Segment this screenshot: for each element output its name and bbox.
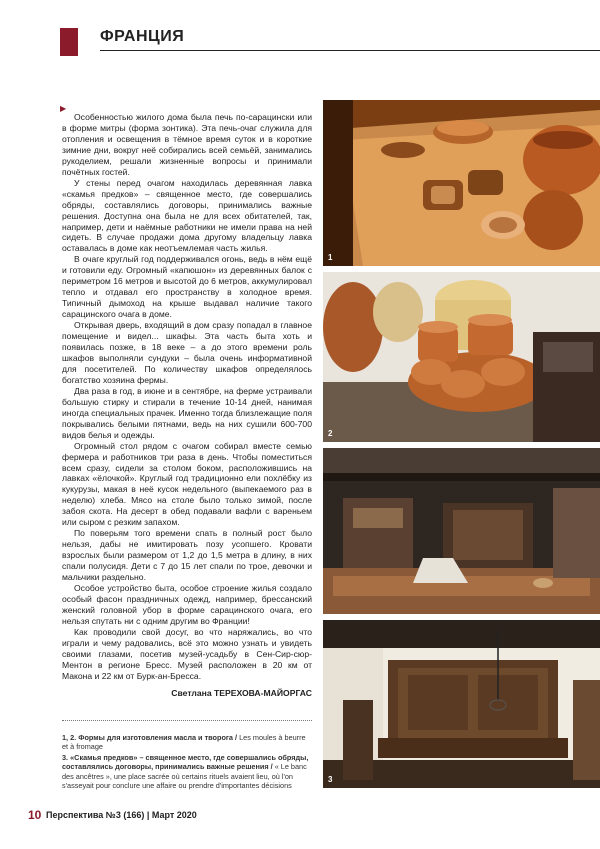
article-paragraph: Особенностью жилого дома была печь по-сарацински или в форме митры (форма зонтика). Эта печь-очаг служила для отопления и освещения в тёмное время суток и в короткие зимние дни, вокруг неё собирались всей семьёй, занимались рукоделием, решали жизненные вопросы и принимали почётных гостей. (62, 112, 312, 177)
photo-captions (62, 733, 312, 791)
article-paragraph: Как проводили свой досуг, во что наряжались, во что играли и чему радовались, всё это можно узнать и увидеть своими глазами, посетив музей-усадьбу в Сен-Сир-сюр-Ментон в регионе Бресс. Музей расположен в 20 км от Макона и 22 км от Бурк-ан-Бресса. (62, 626, 312, 681)
section-color-bar (60, 28, 78, 56)
photo-cheese-strainers-image (323, 272, 600, 442)
photo-number: 3 (328, 775, 333, 784)
photo-cheese-strainers (323, 272, 600, 442)
section-title: ФРАНЦИЯ (100, 28, 185, 45)
photo-number: 2 (328, 429, 333, 438)
photo-saracen-hearth-image (323, 448, 600, 614)
article-paragraph: Открывая дверь, входящий в дом сразу попадал в главное помещение и видел... шкафы. Эта часть быта хоть и появилась позже, в 18 веке – а до этого времени роль шкафов выполняли сундуки – была очень информативной для посетителей. По количеству шкафов определялось богатство хозяина фермы. (62, 320, 312, 385)
header-divider (100, 50, 600, 51)
article-paragraph: Особое устройство быта, особое строение жилья создало особый фасон праздничных одежд, например, брессанский женский головной убор в форме сарацинского очага, его нельзя спутать ни с одним другим во Франции! (62, 582, 312, 626)
article-author: Светлана ТЕРЕХОВА-МАЙОРГАС (171, 687, 312, 698)
article-paragraph: Огромный стол рядом с очагом собирал вместе семью фермера и работников три раза в день. Чтобы поместиться всем сразу, сидели за столом боком, расположившись на лавках «ёлочкой». Круглый год традиционно ели похлёбку из кукурузы, макая в неё кусок недельного (выпекаемого раз в неделю) хлеба. Мясо на столе было только зимой, после забоя скота. На десерт в обед подавали вафли с вареньем или сыром с резким запахом. (62, 440, 312, 528)
article-start-marker-icon: ▶ (60, 104, 67, 113)
caption-3-ru: 3. «Скамья предков» – священное место, где совершались обряды, составлялись договоры, принимались важные решения / (62, 752, 309, 772)
caption-3-fr: « Le banc des ancêtres », une place sacrée où certains rituels avaient lieu, où l'on s'asseyait pour conclure une affaire ou prendre d'importantes décisions (62, 762, 307, 791)
caption-1-2 (62, 733, 312, 752)
article-paragraph: В очаге круглый год поддерживался огонь, ведь в нём ещё и готовили еду. Огромный «капюшон» из деревянных балок с периметром 16 метров и высотой до 6 метров, аккумулировал тепло и отдавал его пространству в холодное время. Типичный дымоход на крыше выдавал наличие такого сарацинского очага в доме. (62, 254, 312, 320)
article-body (62, 112, 312, 699)
caption-1-2-fr: Les moules à beurre et à fromage (62, 733, 306, 752)
caption-1-2-ru: 1, 2. Формы для изготовления масла и творога / (62, 733, 240, 742)
photo-ancestors-bench-image (323, 620, 600, 788)
footer-issue: Перспектива №3 (166) | Март 2020 (46, 810, 197, 820)
caption-divider (62, 720, 312, 721)
page-number: 10 (28, 808, 42, 822)
photo-butter-molds-image (323, 100, 600, 266)
article-paragraph: Два раза в год, в июне и в сентябре, на ферме устраивали большую стирку и стирали в течение 10-14 дней, нанимая иногда специальных прачек. Именно тогда близлежащие поля покрывались белыми пятнами, ведь на них сушили 600-700 видов белья и одежды. (62, 385, 312, 440)
photo-saracen-hearth (323, 448, 600, 614)
article-paragraph: По поверьям того времени спать в полный рост было нельзя, дабы не имитировать позу усопшего. Кровати взрослых были размером от 1,2 до 1,5 метра в длину, в них спали полусидя. Дети с 7 до 15 лет спали по трое, девочки и мальчики раздельно. (62, 528, 312, 583)
photo-butter-molds (323, 100, 600, 266)
article-paragraph: У стены перед очагом находилась деревянная лавка «скамья предков» – священное место, где совершались обряды, составлялись договоры, принимались важные решения. Доступна она была не для всех обитателей, так, например, дети и наёмные работники не имели права на ней сидеть. В случае продажи дома другому владельцу лавка оставалась в доме как неотъемлемая часть жилья. (62, 177, 312, 254)
caption-3 (62, 753, 312, 791)
photo-number: 1 (328, 253, 333, 262)
photo-ancestors-bench (323, 620, 600, 788)
